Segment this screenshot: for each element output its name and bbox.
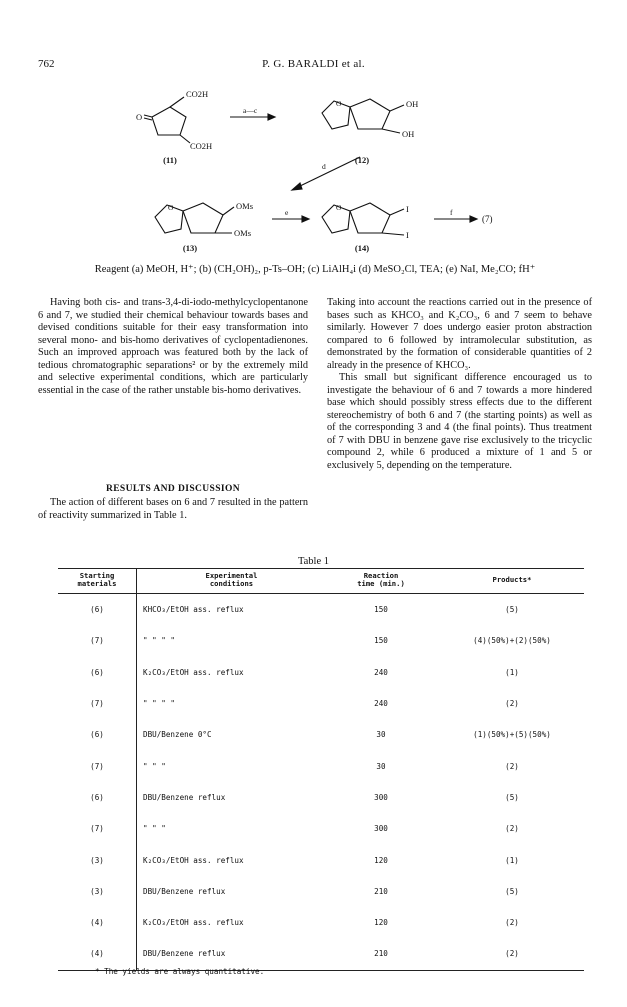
table-footnote: * The yields are always quantitative. [95, 967, 265, 976]
label-o-ring-14: O [336, 203, 342, 212]
label-o-ketone: O [136, 112, 143, 122]
label-oh-bottom: OH [402, 129, 415, 139]
section-heading: RESULTS AND DISCUSSION [105, 484, 241, 494]
label-i-top: I [406, 204, 409, 214]
table-row: (4) K₂CO₃/EtOH ass. reflux 120 (2) [58, 907, 584, 938]
left-column [38, 297, 308, 397]
header-starting: Starting materials [58, 569, 137, 594]
header-conditions: Experimental conditions [137, 569, 323, 594]
right-paragraph-2: This small but significant difference encouraged us to investigate the behaviour of 6 and 7 towards a more hindered base which should possibly stress effects due to the different stereochemistry of both 6 and 7 (the starting points) as well as of the corresponding 3 and 4 (the final points). Thus treatment of 7 with DBU in benzene gave rise exclusively to the tricyclic compound 2, while 6 produced a mixture of 1 and 5 or exclusively 5, depending on the temperature. [327, 372, 592, 471]
arrow-label-f: f [450, 208, 453, 217]
table-row: (7) " " " " 240 (2) [58, 688, 584, 719]
header-time: Reaction time (min.) [322, 569, 440, 594]
header-products: Products* [440, 569, 584, 594]
table-row: (6) KHCO₃/EtOH ass. reflux 150 (5) [58, 594, 584, 626]
table-row: (3) DBU/Benzene reflux 210 (5) [58, 876, 584, 907]
table-caption: Table 1 [297, 556, 330, 567]
table-row: (7) " " " 30 (2) [58, 750, 584, 781]
label-co2h-bottom: CO2H [190, 141, 213, 151]
label-oh-top: OH [406, 99, 419, 109]
arrow-label-e: e [285, 208, 289, 217]
compound-11: (11) [163, 155, 177, 165]
arrow-label-d: d [322, 162, 326, 171]
label-o-ring-13: O [168, 203, 174, 212]
running-head: P. G. BARALDI et al. [262, 58, 365, 70]
right-paragraph-1: Taking into account the reactions carried out in the presence of bases such as KHCO₃ and K₂CO₃, 6 and 7 seem to behave similarly. However 7 does undergo easier proton abstraction compared to 6 followed by intramolecular substitution, as demonstrated by the formation of considerable quantities of 2 already in the presence of KHCO₃. [327, 297, 592, 371]
table-row: (6) K₂CO₃/EtOH ass. reflux 240 (1) [58, 657, 584, 688]
left-column-2 [38, 497, 308, 522]
label-co2h-top: CO2H [186, 89, 209, 99]
table-row: (7) " " " " 150 (4)(50%)+(2)(50%) [58, 625, 584, 656]
left-paragraph-2: The action of different bases on 6 and 7 resulted in the pattern of reactivity summarized in Table 1. [38, 497, 308, 521]
table-row: (7) " " " 300 (2) [58, 813, 584, 844]
right-column [327, 297, 592, 472]
page-number: 762 [38, 58, 55, 70]
compound-13: (13) [182, 243, 198, 253]
label-o-ring-12: O [336, 99, 342, 108]
reaction-scheme [100, 85, 540, 255]
left-paragraph: Having both cis- and trans-3,4-di-iodo-methylcyclopentanone 6 and 7, we studied their chemical behaviour towards bases and devised conditions suitable for their easy transformation into several mono- and bis-homo derivatives of cyclopentadienones. Such an improved approach was featured both by the lack of tedious chromatographic separations² or by the extremely mild and selective experimental conditions, which are particularly essential in the case of the rather unstable bis-homo derivatives. [38, 297, 308, 396]
label-oms-top: OMs [236, 201, 254, 211]
reagents-caption: Reagent (a) MeOH, H⁺; (b) (CH₂OH)₂, p-Ts–OH; (c) LiAlH₄i (d) MeSO₂Cl, TEA; (e) NaI, Me₂CO; fH⁺ [94, 264, 536, 275]
table-row: (6) DBU/Benzene reflux 300 (5) [58, 782, 584, 813]
table-row: (6) DBU/Benzene 0°C 30 (1)(50%)+(5)(50%) [58, 719, 584, 750]
table-row: (3) K₂CO₃/EtOH ass. reflux 120 (1) [58, 844, 584, 875]
label-oms-bottom: OMs [234, 228, 252, 238]
compound-12: (12) [354, 155, 370, 165]
table-row: (4) DBU/Benzene reflux 210 (2) [58, 938, 584, 970]
compound-14: (14) [354, 243, 370, 253]
product-label: (7) [482, 214, 493, 224]
arrow-label-ac: a—c [243, 106, 258, 115]
table-header-row [58, 569, 584, 594]
label-i-bottom: I [406, 230, 409, 240]
results-table [58, 568, 584, 971]
